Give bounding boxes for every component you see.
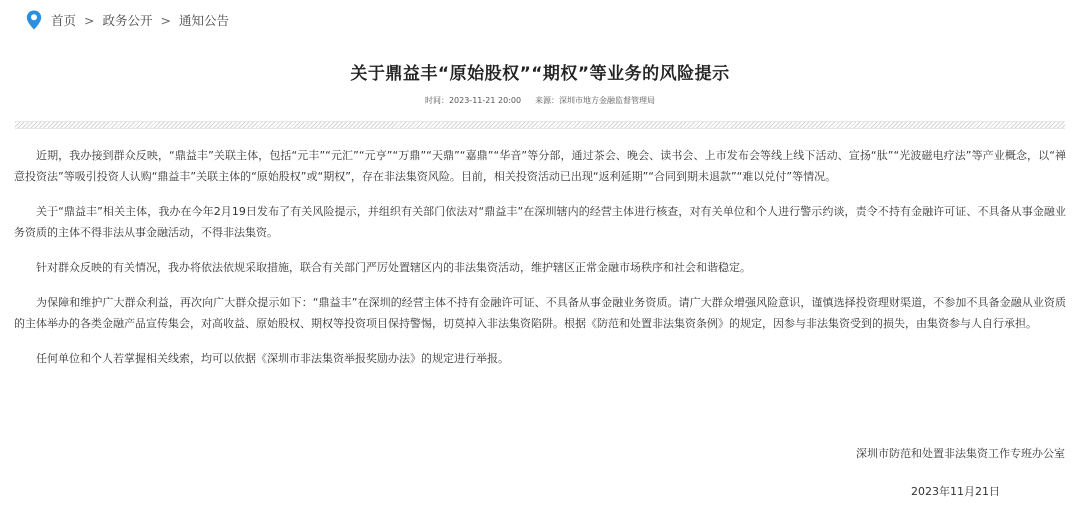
breadcrumb <box>26 10 229 30</box>
article-paragraph: 近期，我办接到群众反映，“鼎益丰”关联主体，包括“元丰”“元汇”“元亨”“万鼎”“天鼎”“嘉鼎”“华音”等分部，通过茶会、晚会、读书会、上市发布会等线上线下活动、宣扬“肽”“光波磁电疗法”等产业概念，以“禅意投资法”等吸引投资人认购“鼎益丰”关联主体的“原始股权”或“期权”，存在非法集资风险。目前，相关投资活动已出现“返利延期”“合同到期未退款”“难以兑付”等情况。 <box>14 149 1066 183</box>
article-meta <box>0 95 1080 106</box>
article-paragraph: 关于“鼎益丰”相关主体，我办在今年2月19日发布了有关风险提示，并组织有关部门依法对“鼎益丰”在深圳辖内的经营主体进行核查，对有关单位和个人进行警示约谈，责令不持有金融许可证、不具备从事金融业务资质的主体不得非法从事金融活动，不得非法集资。 <box>14 205 1066 239</box>
breadcrumb-separator: > <box>84 12 95 28</box>
article-time: 时间：2023-11-21 20:00 <box>424 96 522 105</box>
breadcrumb-home-link[interactable]: 首页 <box>51 13 77 28</box>
article-source: 来源：深圳市地方金融监督管理局 <box>535 96 656 105</box>
breadcrumb-separator: > <box>160 12 171 28</box>
issue-date: 2023年11月21日 <box>911 485 1000 498</box>
issuer-signature: 深圳市防范和处置非法集资工作专班办公室 <box>856 447 1065 460</box>
title-divider <box>15 121 1065 129</box>
breadcrumb-notices-link[interactable]: 通知公告 <box>179 13 230 28</box>
article-paragraph: 任何单位和个人若掌握相关线索，均可以依据《深圳市非法集资举报奖励办法》的规定进行举报。 <box>36 352 509 365</box>
article-body <box>14 145 1066 383</box>
breadcrumb-gov-affairs-link[interactable]: 政务公开 <box>102 13 153 28</box>
article-title: 关于鼎益丰“原始股权”“期权”等业务的风险提示 <box>350 64 730 85</box>
article-paragraph: 针对群众反映的有关情况，我办将依法依规采取措施，联合有关部门严厉处置辖区内的非法集资活动，维护辖区正常金融市场秩序和社会和谐稳定。 <box>36 261 751 274</box>
article-paragraph: 为保障和维护广大群众利益，再次向广大群众提示如下：“鼎益丰”在深圳的经营主体不持有金融许可证、不具备从事金融业务资质。请广大群众增强风险意识，谨慎选择投资理财渠道，不参加不具备金融从业资质的主体举办的各类金融产品宣传集会，对高收益、原始股权、期权等投资项目保持警惕，切莫掉入非法集资陷阱。根据《防范和处置非法集资条例》的规定，因参与非法集资受到的损失，由集资参与人自行承担。 <box>14 296 1066 330</box>
location-pin-icon <box>26 10 42 30</box>
